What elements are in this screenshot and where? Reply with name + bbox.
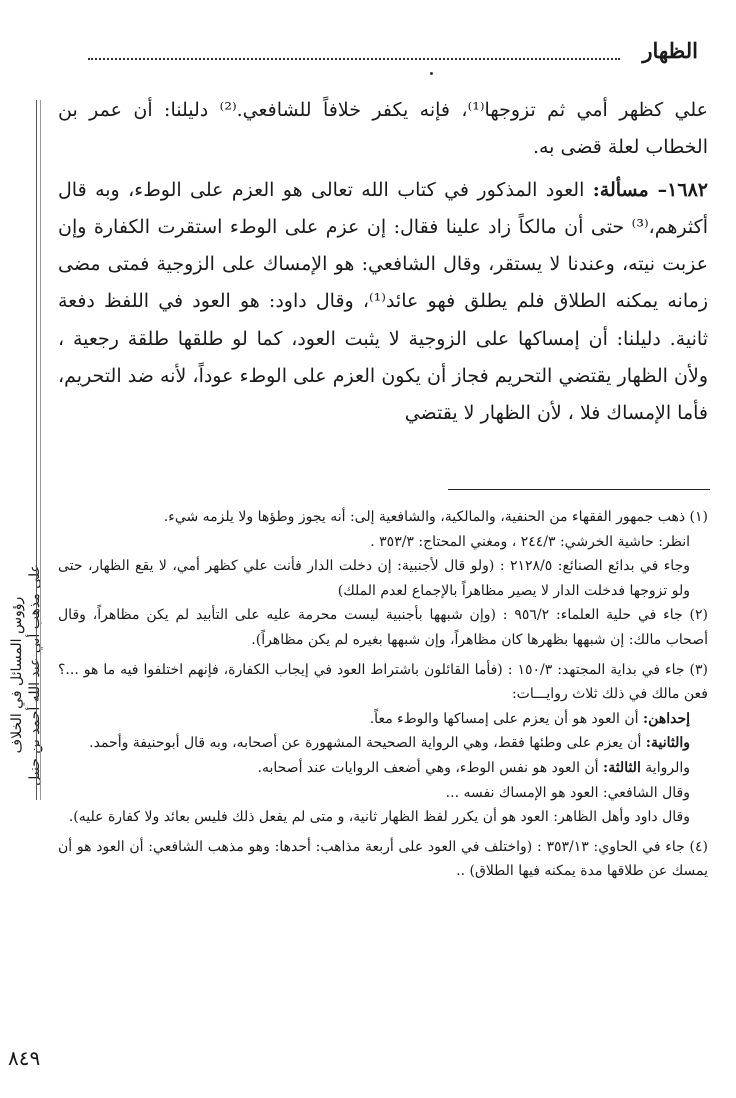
footnote-3-first-text: أن العود هو أن يعزم على إمساكها والوطء معاً. <box>369 710 643 727</box>
issue-number: ١٦٨٢– مسألة: <box>592 178 708 201</box>
footnote-3-first <box>58 707 708 732</box>
footnote-2: (٢) جاء في حلية العلماء: ٩٥٦/٢ : (وإن شبهها بأجنبية ليست محرمة عليه على التأبيد لم يكن مظاهراً، وقال أصحاب مالك: إن شبهها بظهرها كان مظاهراً، وإن شبهها بغيره لم يكن مظاهراً). <box>58 607 708 648</box>
paragraph-2 <box>58 172 708 433</box>
page-number: ٨٤٩ <box>8 1046 41 1070</box>
stray-dot <box>430 72 433 75</box>
main-text <box>58 92 708 433</box>
footnote-separator <box>448 489 710 490</box>
running-header <box>88 38 698 68</box>
footnote-3-shafii: وقال الشافعي: العود هو الإمساك نفسه ... <box>445 784 690 801</box>
side-title-line-1: رؤوس المسائل في الخلاف <box>9 596 25 754</box>
side-running-title <box>8 465 44 885</box>
label-second: والثانية: <box>645 735 690 752</box>
footnote-3: (٣) جاء في بداية المجتهد: ١٥٠/٣ : (فأما القائلون باشتراط العود في إيجاب الكفارة، فإنهم اختلفوا فيه ما هو ...؟ فعن مالك في ذلك ثلاث روايـــات: <box>58 661 708 703</box>
footnote-4: (٤) جاء في الحاوي: ٣٥٣/١٣ : (واختلف في العود على أربعة مذاهب: أحدها: وهو مذهب الشافعي: أن العود هو أن يمسك عن طلاقها مدة يمكنه فيها الطلاق) .. <box>58 838 708 880</box>
paragraph-1: علي كظهر أمي ثم تزوجها⁽¹⁾، فإنه يكفر خلافاً للشافعي.⁽²⁾ دليلنا: أن عمر بن الخطاب لعلة قضى به. <box>58 99 709 159</box>
label-third: الثالثة: <box>603 759 641 776</box>
footnote-3-second <box>58 731 708 756</box>
side-title-text <box>8 564 44 786</box>
footnotes <box>58 505 708 884</box>
footnote-3-second-text: أن يعزم على وطئها فقط، وهي الرواية الصحيحة المشهورة عن أصحابه، وبه قال أبوحنيفة وأحمد. <box>89 735 646 752</box>
margin-rule-2 <box>40 100 41 800</box>
footnote-1: (١) ذهب جمهور الفقهاء من الحنفية، والمالكية، والشافعية إلى: أنه يجوز وطؤها ولا يلزمه شيء. <box>163 509 708 525</box>
paragraph-2-text: العود المذكور في كتاب الله تعالى هو العزم على الوطء، وبه قال أكثرهم،⁽³⁾ حتى أن مالكاً زاد علينا فقال: إن عزم على الوطء استقرت الكفارة وإن عزبت نيته، وعندنا لا يستقر، وقال الشافعي: هو الإمساك على الزوجية فمتى مضى زمانه يمكنه الطلاق فلم يطلق فهو عائد⁽¹⁾، وقال داود: هو العود في اللفظ دفعة ثانية. دليلنا: أن إمساكها على الزوجية لا يثبت العود، كما لو طلقها طلقة رجعية ، ولأن الظهار يقتضي التحريم فجاز أن يكون العزم على الوطء عوداً، لأنه ضد التحريم، فأما الإمساك فلا ، لأن الظهار لا يقتضي <box>58 178 708 425</box>
footnote-3-third-text: أن العود هو نفس الوطء، وهي أضعف الروايات عند أصحابه. <box>257 759 604 776</box>
footnote-1-ref: انظر: حاشية الخرشي: ٢٤٤/٣ ، ومغني المحتاج: ٣٥٣/٣ . <box>370 533 690 550</box>
margin-rule <box>36 100 37 800</box>
side-title-line-2: على مذهب أبي عبد الله أحمد بن حنبل <box>27 564 43 786</box>
footnote-3-third <box>58 756 708 781</box>
footnote-1-quote: وجاء في بدائع الصنائع: ٢١٢٨/٥ : (ولو قال لأجنبية: إن دخلت الدار فأنت علي كظهر أمي، لا يقع الظهار، حتى ولو تزوجها فدخلت الدار لا يصير مظاهراً بالإجماع لعدم الملك) <box>58 558 690 599</box>
label-third-prefix: والرواية <box>640 759 690 776</box>
chapter-title: الظهار <box>642 38 698 63</box>
footnote-3-dawud: وقال داود وأهل الظاهر: العود هو أن يكرر لفظ الظهار ثانية، و متى لم يفعل ذلك فليس بعائد ولا كفارة عليه). <box>68 809 690 826</box>
label-first: إحداهن: <box>643 710 690 727</box>
header-rule <box>88 58 620 60</box>
